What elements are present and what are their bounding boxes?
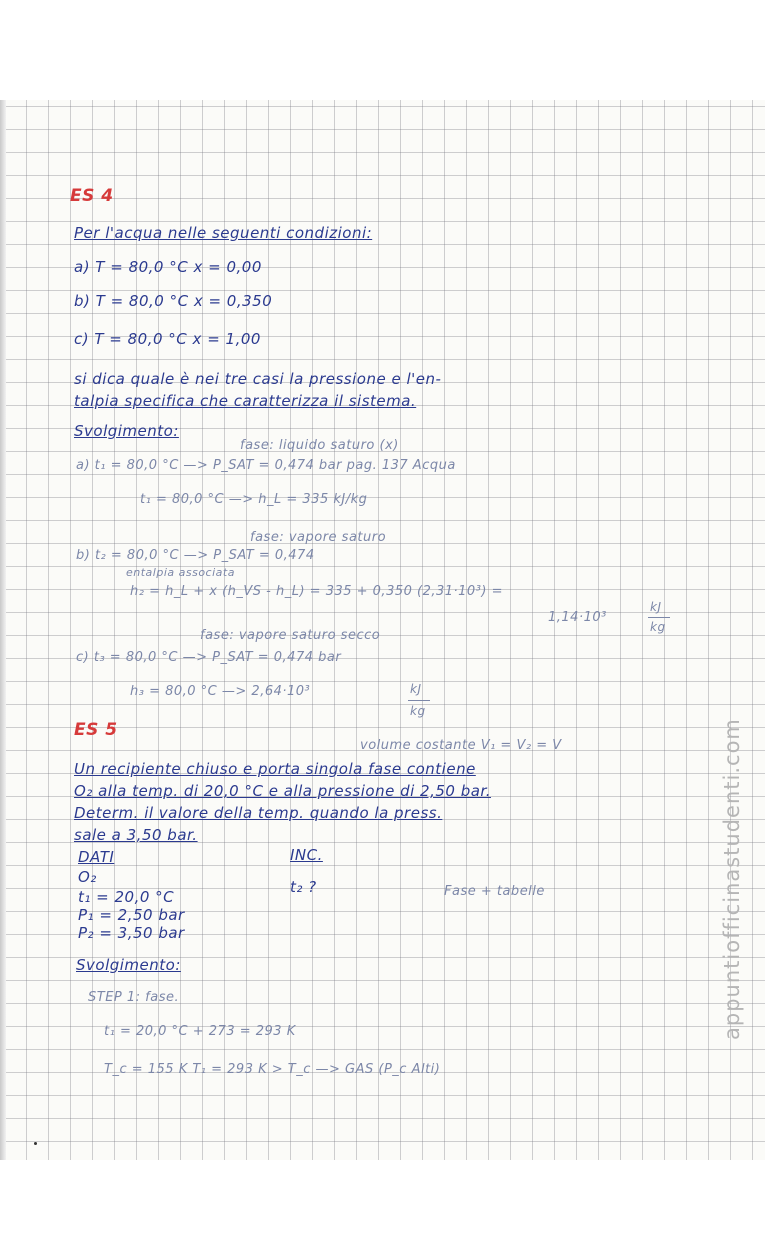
es5-text-line2: O₂ alla temp. di 20,0 °C e alla pressione di 2,50 bar. [74,782,491,800]
es4-condition-a: a) T = 80,0 °C x = 0,00 [74,258,262,276]
es4-condition-c: c) T = 80,0 °C x = 1,00 [74,330,261,348]
es4-c-line2: h₃ = 80,0 °C —> 2,64·10³ [130,684,311,699]
es5-step1: STEP 1: fase. [88,990,180,1005]
es5-label: ES 5 [74,720,118,740]
es5-unknown-1: t₂ ? [290,878,317,896]
es5-data-1: O₂ [78,868,97,886]
watermark-text: appuntiofficinastudenti.com [720,718,744,1040]
es4-b-line1: b) t₂ = 80,0 °C —> P_SAT = 0,474 [76,548,315,563]
es5-unknown-title: INC. [290,846,323,864]
es4-question-line1: si dica quale è nei tre casi la pressione e l'en- [74,370,442,388]
es4-intro: Per l'acqua nelle seguenti condizioni: [74,224,373,242]
es5-text-line4: sale a 3,50 bar. [74,826,198,844]
es4-c-unit-den: kg [410,704,426,718]
es4-label: ES 4 [70,186,114,206]
es5-note: volume costante V₁ = V₂ = V [360,738,562,753]
es4-b-unit-den: kg [650,620,666,634]
es4-c-unit-num: kJ [410,682,422,696]
es4-b-unit-fraction-bar [648,617,670,618]
page-binding-edge [0,100,6,1160]
ink-dot [34,1142,37,1145]
es4-b-phase: fase: vapore saturo [250,530,387,545]
es5-data-title: DATI [78,848,115,866]
es4-c-unit-fraction-bar [408,700,430,701]
es4-c-line1: c) t₃ = 80,0 °C —> P_SAT = 0,474 bar [76,650,342,665]
es4-a-phase: fase: liquido saturo (x) [240,438,399,453]
es4-b-note: entalpia associata [126,566,235,579]
es5-text-line3: Determ. il valore della temp. quando la press. [74,804,443,822]
es5-side-note: Fase + tabelle [444,884,545,899]
es4-solution-title: Svolgimento: [74,422,179,440]
es5-data-3: P₁ = 2,50 bar [78,906,185,924]
es4-b-line2: h₂ = h_L + x (h_VS - h_L) = 335 + 0,350 (2,31·10³) = [130,584,504,599]
es5-solution-title: Svolgimento: [76,956,181,974]
es4-a-line2: t₁ = 80,0 °C —> h_L = 335 kJ/kg [140,492,368,507]
es4-question-line2: talpia specifica che caratterizza il sistema. [74,392,417,410]
es5-data-4: P₂ = 3,50 bar [78,924,185,942]
es4-c-phase: fase: vapore saturo secco [200,628,381,643]
es4-b-result: 1,14·10³ [548,610,607,625]
es4-condition-b: b) T = 80,0 °C x = 0,350 [74,292,273,310]
es4-a-line1: a) t₁ = 80,0 °C —> P_SAT = 0,474 bar pag. 137 Acqua [76,458,456,473]
es5-data-2: t₁ = 20,0 °C [78,888,175,906]
es5-step1-line2: T_c = 155 K T₁ = 293 K > T_c —> GAS (P_c Alti) [104,1062,441,1077]
es4-b-unit-num: kJ [650,600,662,614]
es5-step1-line1: t₁ = 20,0 °C + 273 = 293 K [104,1024,296,1039]
es5-text-line1: Un recipiente chiuso e porta singola fase contiene [74,760,476,778]
